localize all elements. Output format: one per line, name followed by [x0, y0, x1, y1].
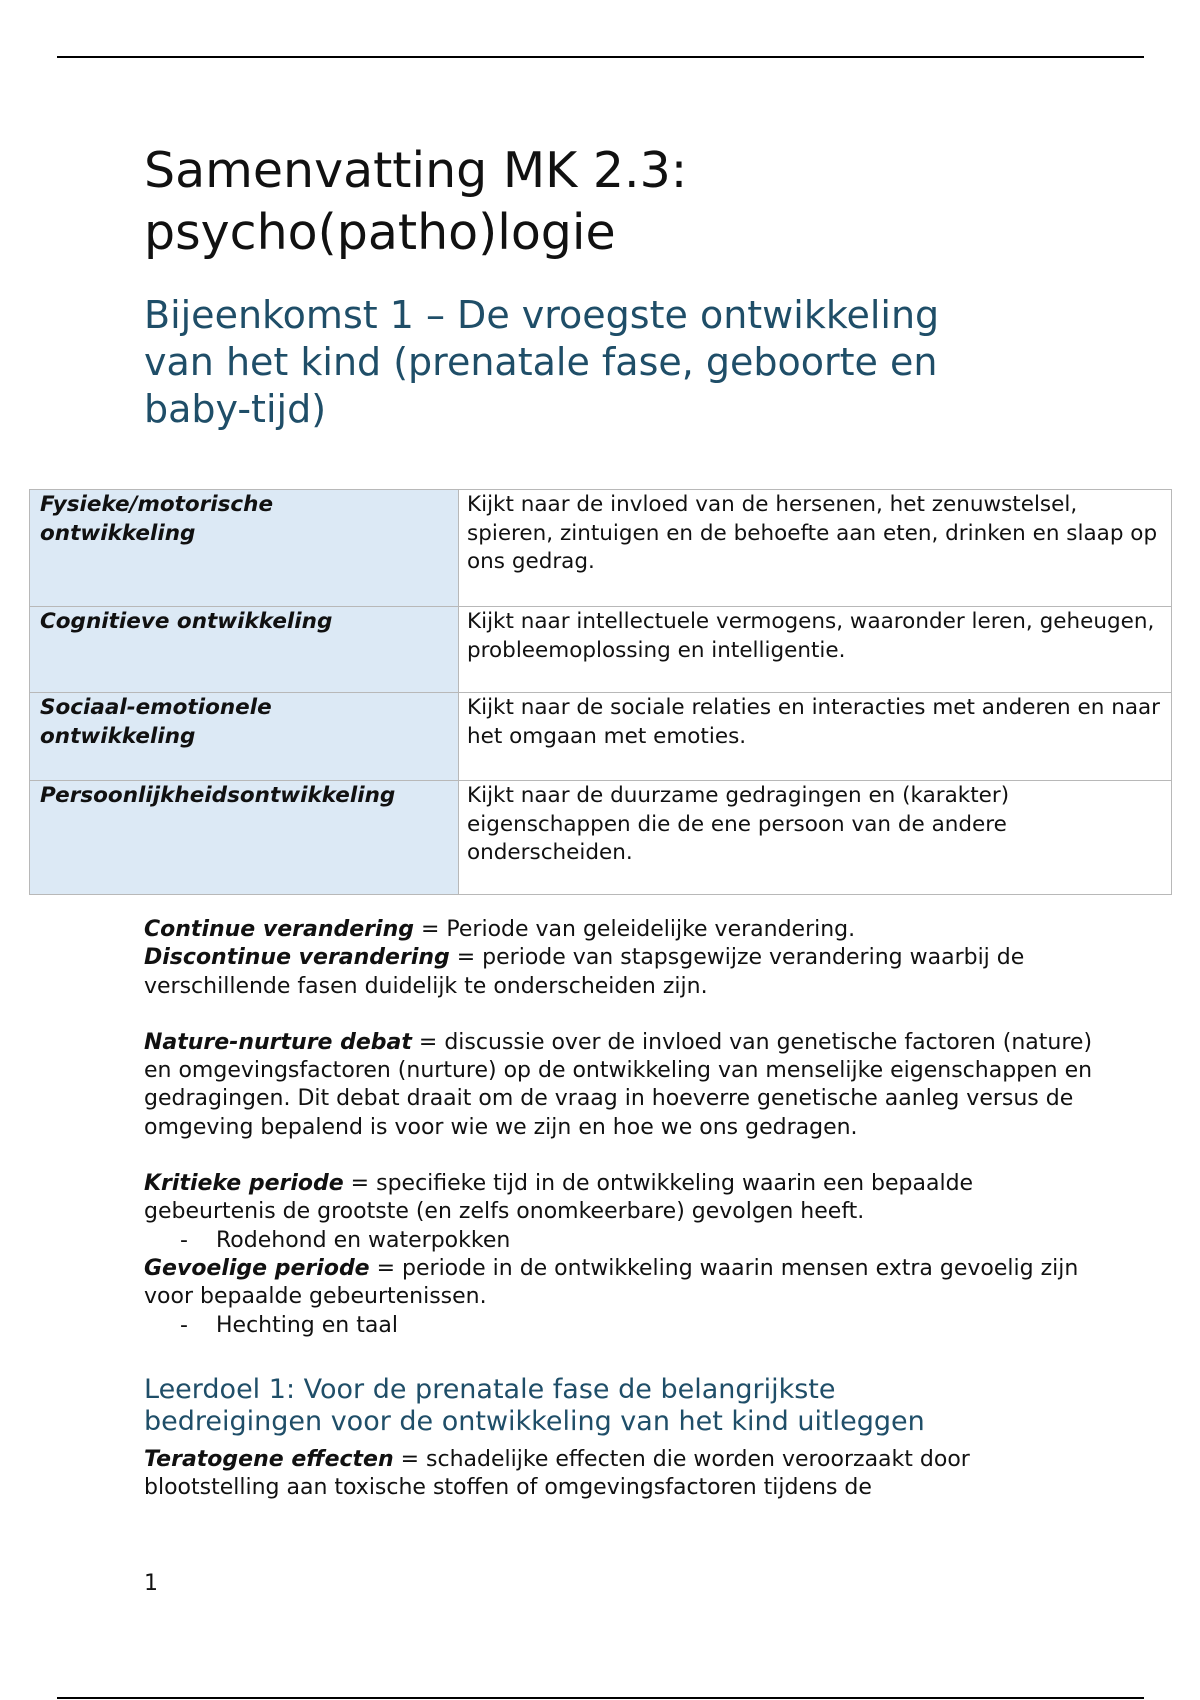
table-row — [30, 781, 1172, 895]
term-label: Persoonlijkheidsontwikkeling — [40, 783, 396, 808]
term-label: Fysieke/motorische — [40, 492, 274, 517]
table-term-cell — [30, 607, 459, 693]
term-label: Sociaal-emotionele — [40, 695, 272, 720]
definition-text: = specifieke tijd in de ontwikkeling waarin een bepaalde gebeurtenis de grootste (en zelfs onomkeerbare) gevolgen heeft. — [144, 1171, 974, 1225]
document-body — [144, 916, 1104, 1502]
table-description-cell: Kijkt naar de duurzame gedragingen en (karakter) eigenschappen die de ene persoon van de andere onderscheiden. — [459, 781, 1172, 895]
table-description-cell: Kijkt naar de invloed van de hersenen, het zenuwstelsel, spieren, zintuigen en de behoefte aan eten, drinken en slaap op ons gedrag. — [459, 490, 1172, 607]
table-row — [30, 490, 1172, 607]
definition-term: Teratogene effecten — [144, 1446, 394, 1472]
document-title-line2: psycho(patho)logie — [144, 204, 616, 261]
term-label: ontwikkeling — [40, 520, 196, 546]
definition-text: = periode van stapsgewijze verandering waarbij de verschillende fasen duidelijk te onderscheiden zijn. — [144, 945, 1025, 999]
list-item — [144, 1227, 1104, 1255]
definition-paragraph — [144, 1029, 1104, 1142]
section-heading: Bijeenkomst 1 – De vroegste ontwikkeling van het kind (prenatale fase, geboorte en baby-tijd) — [144, 293, 940, 431]
definition-paragraph — [144, 1446, 1104, 1503]
definition-text: = Periode van geleidelijke verandering. — [413, 917, 856, 942]
development-domains-table — [29, 489, 1172, 895]
bullet-dash: - — [180, 1227, 188, 1253]
bullet-dash: - — [180, 1312, 188, 1338]
table-row — [30, 607, 1172, 693]
table-row — [30, 693, 1172, 781]
table-term-cell — [30, 693, 459, 781]
list-item-text: Rodehond en waterpokken — [216, 1227, 511, 1253]
definition-term: Continue verandering — [144, 917, 414, 942]
term-label: ontwikkeling — [40, 723, 196, 749]
document-header — [144, 140, 1104, 433]
table-description-cell: Kijkt naar de sociale relaties en interacties met anderen en naar het omgaan met emoties. — [459, 693, 1172, 781]
bottom-rule — [57, 1697, 1144, 1699]
definition-term: Gevoelige periode — [144, 1255, 370, 1281]
definition-paragraph — [144, 1255, 1104, 1312]
definition-paragraph — [144, 1170, 1104, 1227]
table-term-cell — [30, 781, 459, 895]
table-description-cell: Kijkt naar intellectuele vermogens, waaronder leren, geheugen, probleemoplossing en intelligentie. — [459, 607, 1172, 693]
paragraph-spacer — [144, 1142, 1104, 1170]
definition-term: Nature-nurture debat — [144, 1029, 412, 1055]
definition-text: = periode in de ontwikkeling waarin mensen extra gevoelig zijn voor bepaalde gebeurtenissen. — [144, 1255, 1079, 1310]
definition-term: Kritieke periode — [144, 1171, 344, 1197]
learning-goal-heading: Leerdoel 1: Voor de prenatale fase de belangrijkste bedreigingen voor de ontwikkeling van het kind uitleggen — [144, 1373, 925, 1437]
document-title — [144, 140, 1104, 264]
paragraph-spacer — [144, 1001, 1104, 1029]
page-number: 1 — [144, 1571, 158, 1596]
definition-term: Discontinue verandering — [144, 945, 450, 971]
list-item — [144, 1312, 1104, 1340]
definition-paragraph — [144, 916, 1104, 944]
top-rule — [57, 56, 1144, 58]
document-title-line1: Samenvatting MK 2.3: — [144, 142, 688, 199]
list-item-text: Hechting en taal — [216, 1312, 398, 1338]
definition-paragraph — [144, 944, 1104, 1001]
definition-text: = discussie over de invloed van genetische factoren (nature) en omgevingsfactoren (nurture) op de ontwikkeling van menselijke eigenschappen en gedragingen. Dit debat draait om de vraag in hoeverre genetische aanleg versus de omgeving bepalend is voor wie we zijn en hoe we ons gedragen. — [144, 1029, 1093, 1140]
term-label: Cognitieve ontwikkeling — [40, 609, 333, 634]
definition-text: = schadelijke effecten die worden veroorzaakt door blootstelling aan toxische stoffen of omgevingsfactoren tijdens de — [144, 1446, 970, 1501]
table-term-cell — [30, 490, 459, 607]
